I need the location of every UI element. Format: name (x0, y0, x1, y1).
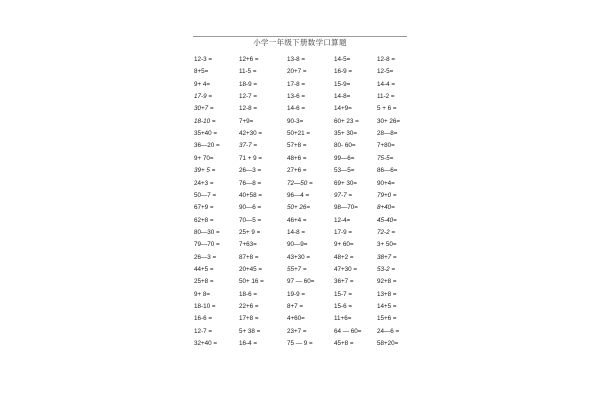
problem-r9-c3: 48+6 = (287, 154, 307, 162)
problem-r13-c1: 67+9 = (194, 204, 214, 212)
problem-r15-c1: 80—30 = (194, 228, 220, 236)
problem-r1-c1: 12-3 = (194, 56, 213, 63)
problem-r24-c2: 16-4 = (239, 340, 258, 348)
problem-r16-c4: 9+ 60= (334, 241, 354, 249)
problem-r6-c2: 7+9= (239, 117, 254, 125)
problem-r12-c2: 40+58 = (239, 191, 263, 199)
problem-r24-c3: 75 — 9 = (287, 340, 313, 348)
problem-r14-c2: 70—5 = (239, 216, 262, 224)
problem-r9-c5: 75-5= (377, 154, 394, 162)
problem-r10-c3: 27+6 = (287, 167, 307, 175)
problem-r17-c5: 38+7 = (377, 253, 397, 261)
problem-r2-c2: 11-5 = (239, 68, 257, 76)
problem-r16-c2: 7+63= (239, 241, 257, 249)
problem-r20-c2: 18-6 = (239, 290, 258, 298)
problem-r24-c5: 58+20= (377, 340, 399, 348)
problem-r22-c2: 17+8 = (239, 315, 259, 323)
problem-r14-c5: 45-40= (377, 216, 397, 224)
problem-r1-c4: 14-5= (334, 56, 351, 63)
problem-r20-c3: 19-9 = (287, 290, 306, 298)
problem-r5-c4: 14+9= (334, 105, 352, 113)
problem-r17-c3: 43+30 = (287, 253, 311, 261)
problem-r19-c2: 50+ 16 = (239, 278, 264, 286)
problem-r2-c1: 8+5= (194, 68, 209, 76)
problem-r1-c2: 12+6 = (239, 56, 259, 63)
problem-r11-c1: 24+3 = (194, 179, 214, 187)
problem-r3-c4: 15-9= (334, 80, 351, 88)
problem-r2-c5: 12-5= (377, 68, 394, 76)
problem-r18-c1: 44+5 = (194, 265, 214, 273)
problem-r6-c3: 90-3= (287, 117, 304, 125)
problem-r18-c5: 53-2 = (377, 265, 396, 273)
problem-r10-c1: 39+ 5 = (194, 167, 216, 175)
problem-r15-c2: 25+ 9 = (239, 228, 261, 236)
problem-r17-c4: 48+2 = (334, 253, 354, 261)
problem-r4-c1: 17-9 = (194, 93, 213, 101)
problem-r13-c4: 98—70= (334, 204, 358, 212)
problem-r16-c5: 3+ 50= (377, 241, 397, 249)
problem-r20-c5: 13+8 = (377, 290, 397, 298)
problem-r23-c2: 5+ 38 = (239, 327, 261, 335)
problem-r2-c3: 20+7 = (287, 68, 307, 76)
problem-r4-c2: 12-7 = (239, 93, 258, 101)
problem-r21-c4: 15-6 = (334, 303, 353, 310)
problem-r13-c5: 8+40= (377, 204, 395, 212)
problem-r20-c1: 9+ 8= (194, 290, 211, 298)
problem-r17-c2: 87+8 = (239, 253, 259, 261)
problem-r12-c4: 97-7 = (334, 191, 353, 199)
problem-r22-c4: 11+6= (334, 315, 352, 323)
problem-r10-c2: 26—3 = (239, 167, 262, 175)
problem-r21-c3: 8+7 = (287, 303, 304, 310)
problem-r23-c4: 64 — 60= (334, 327, 362, 335)
problem-r12-c3: 96—4 = (287, 191, 310, 199)
problem-r7-c1: 35+40 = (194, 130, 218, 138)
problem-r8-c3: 57+8 = (287, 142, 307, 150)
problem-r11-c2: 76—8 = (239, 179, 262, 187)
problem-r9-c1: 9+ 70= (194, 154, 214, 162)
problem-r5-c1: 30+7 = (194, 105, 214, 113)
problem-r17-c1: 26—3 = (194, 253, 217, 261)
problem-r18-c4: 47+30 = (334, 265, 358, 273)
problem-r19-c4: 36+7 = (334, 278, 354, 286)
problem-r15-c3: 14-8 = (287, 228, 306, 236)
problem-r11-c4: 69+ 30= (334, 179, 358, 187)
problem-r8-c5: 7+80= (377, 142, 395, 150)
problem-r24-c4: 45+8 = (334, 340, 354, 348)
problem-r8-c1: 36—20 = (194, 142, 220, 150)
problem-r3-c5: 14-4 = (377, 80, 396, 88)
problem-r19-c3: 97 — 60= (287, 278, 315, 286)
problem-r1-c5: 12-8 = (377, 56, 396, 63)
problem-r15-c5: 72-2 = (377, 228, 396, 236)
problem-r4-c5: 11-2 = (377, 93, 395, 101)
problem-r16-c1: 79—70 = (194, 241, 220, 249)
problem-r7-c5: 28—8= (377, 130, 398, 138)
problem-r24-c1: 32+40 = (194, 340, 218, 348)
problem-r4-c3: 13-6 = (287, 93, 306, 101)
problem-r10-c5: 86—6= (377, 167, 398, 175)
problem-r22-c5: 15+6 = (377, 315, 397, 323)
problem-r14-c4: 12-4= (334, 216, 351, 224)
problem-r20-c4: 15-7 = (334, 290, 353, 298)
page-title: 小学一年级下册数学口算题 (253, 38, 347, 47)
problem-r5-c3: 14-6 = (287, 105, 306, 113)
problem-r13-c2: 90—6 = (239, 204, 262, 212)
problem-r7-c3: 50+21 = (287, 130, 311, 138)
problem-r9-c4: 99—6= (334, 154, 355, 162)
problem-r21-c5: 14+5 = (377, 303, 397, 310)
problem-r5-c2: 12-8 = (239, 105, 258, 113)
problem-r10-c4: 53—5= (334, 167, 355, 175)
problem-r6-c1: 18-10 = (194, 117, 216, 125)
problem-r6-c4: 60+ 23 = (334, 117, 359, 125)
problem-r19-c1: 25+8 = (194, 278, 214, 286)
problem-r11-c3: 72—50 = (287, 179, 313, 187)
problem-r4-c4: 14-8= (334, 93, 351, 101)
problem-r21-c1: 18-10 = (194, 303, 216, 310)
problem-r7-c4: 35+ 30= (334, 130, 358, 138)
problem-r12-c5: 79+0 = (377, 191, 397, 199)
problem-r19-c5: 92+8 = (377, 278, 397, 286)
problem-r7-c2: 42+30 = (239, 130, 263, 138)
problem-r11-c5: 90+4= (377, 179, 395, 187)
problem-r23-c5: 24—6 = (377, 327, 400, 335)
problem-r6-c5: 30+ 26= (377, 117, 401, 125)
problem-r8-c2: 37-7 = (239, 142, 258, 150)
problem-r22-c3: 4+60= (287, 315, 305, 323)
problem-r21-c2: 22+6 = (239, 303, 259, 310)
problem-r22-c1: 16-6 = (194, 315, 213, 323)
problem-r18-c2: 20+45 = (239, 265, 263, 273)
problem-r2-c4: 16-9 = (334, 68, 353, 76)
problem-r5-c5: 5 + 6 = (377, 105, 397, 113)
problem-r18-c3: 55+7 = (287, 265, 307, 273)
problem-r3-c3: 17-8 = (287, 80, 306, 88)
problem-r13-c3: 50+ 26= (287, 204, 311, 212)
problem-r3-c1: 9+ 4= (194, 80, 211, 88)
problem-r14-c3: 46+4 = (287, 216, 307, 224)
problem-r1-c3: 13-8 = (287, 56, 306, 63)
problem-r12-c1: 50—7 = (194, 191, 217, 199)
problem-r3-c2: 18-9 = (239, 80, 258, 88)
problem-r14-c1: 62+8 = (194, 216, 214, 224)
problem-r23-c3: 23+7 = (287, 327, 307, 335)
problem-r16-c3: 90—9= (287, 241, 308, 249)
problem-r15-c4: 17-9 = (334, 228, 353, 236)
problem-r9-c2: 71 + 9 = (239, 154, 263, 162)
problem-r8-c4: 80- 60= (334, 142, 356, 150)
problem-r23-c1: 12-7 = (194, 327, 213, 335)
